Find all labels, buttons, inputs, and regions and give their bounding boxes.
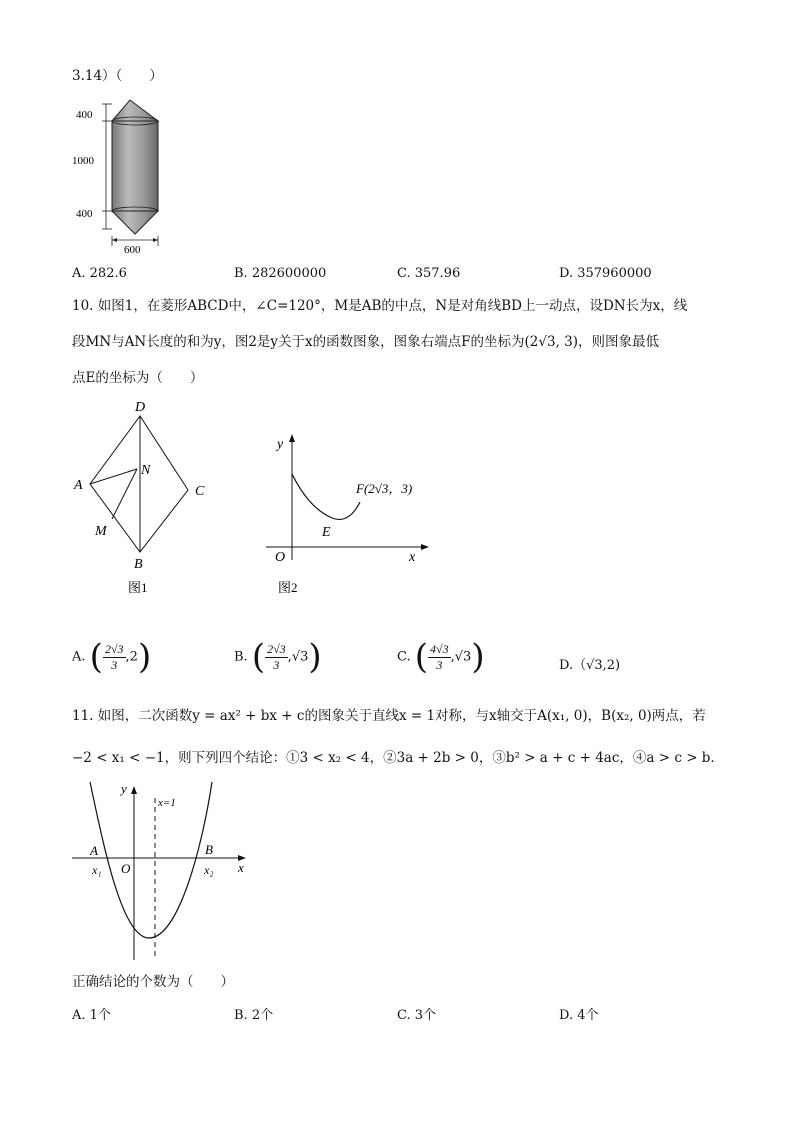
q10-fig2-label-y: y	[277, 437, 284, 452]
q10-fig1-label-c: C	[195, 484, 205, 499]
q10-fig2-label-f: F(2√3，3)	[356, 481, 413, 496]
q10-fig1-label-n: N	[141, 463, 151, 478]
q10-option-c-second: √3	[454, 649, 472, 665]
q10-option-b-den: 3	[273, 657, 280, 672]
q10-option-a-label: A.	[72, 649, 86, 665]
q10-fig2-caption: 图2	[278, 580, 298, 595]
q9-dim-bottom: 400	[76, 208, 93, 220]
q10-option-c-num: 4√3	[430, 641, 449, 656]
q11-fig-label-a: A	[90, 843, 98, 858]
q11-parabola-figure	[66, 778, 256, 968]
q11-fig-label-x1: x₁	[92, 863, 102, 877]
q10-figure1-rhombus	[64, 394, 224, 604]
q10-option-b-label: B.	[234, 649, 248, 665]
q10-fig2-label-x: x	[409, 550, 416, 565]
q9-option-d[interactable]: D. 357960000	[559, 266, 652, 281]
q9-option-b[interactable]: B. 282600000	[234, 266, 327, 281]
q10-option-a-den: 3	[111, 657, 118, 672]
q11-option-a[interactable]: A. 1个	[72, 1008, 111, 1023]
q10-fig1-label-b: B	[134, 557, 143, 572]
q11-fig-label-o: O	[121, 861, 131, 876]
q10-text-line1: 10. 如图1，在菱形ABCD中，∠C=120°，M是AB的中点，N是对角线BD上一动点，设DN长为x，线	[72, 298, 688, 314]
q10-option-c-den: 3	[436, 657, 443, 672]
q10-fig1-label-d: D	[135, 400, 146, 415]
q10-option-d[interactable]: D.（√3,2)	[559, 658, 621, 673]
q10-option-a[interactable]: A. ( $\frac{2√3}{3}$ ,2)	[72, 637, 152, 677]
q9-cylinder-figure	[72, 96, 172, 256]
q11-text-line2: −2 < x₁ < −1，则下列四个结论：①3 < x₂ < 4，②3a + 2b > 0，③b² > a + c + 4ac，④a > c > b．	[72, 750, 724, 766]
q10-option-b-second: √3	[291, 649, 309, 665]
q11-option-d[interactable]: D. 4个	[559, 1008, 599, 1023]
q11-fig-label-x: x	[238, 860, 244, 875]
q10-fig2-label-o: O	[275, 550, 286, 565]
q10-text-line3: 点E的坐标为（ ）	[72, 370, 204, 386]
q9-dim-width: 600	[124, 244, 141, 256]
q9-dim-top: 400	[76, 109, 93, 121]
q11-fig-label-x2: x₂	[204, 863, 214, 877]
q11-option-c[interactable]: C. 3个	[397, 1008, 437, 1023]
q10-option-c[interactable]: C. ( $\frac{4√3}{3}$ ,√3)	[397, 637, 485, 677]
q9-text-tail: 3.14）（ ）	[72, 68, 163, 84]
q9-option-c[interactable]: C. 357.96	[397, 266, 461, 281]
q9-dim-mid: 1000	[72, 155, 94, 167]
q10-option-b[interactable]: B. ( $\frac{2√3}{3}$ ,√3)	[234, 637, 322, 677]
q10-fig1-caption: 图1	[128, 580, 148, 595]
q11-question: 正确结论的个数为（ ）	[72, 974, 234, 990]
q10-option-c-label: C.	[397, 649, 411, 665]
q10-option-b-num: 2√3	[267, 641, 286, 656]
q11-fig-label-axis: x=1	[158, 797, 176, 809]
q9-option-a[interactable]: A. 282.6	[72, 266, 127, 281]
q10-fig1-label-a: A	[74, 478, 83, 493]
q11-fig-label-y: y	[121, 781, 127, 796]
q10-option-a-num: 2√3	[104, 641, 124, 656]
q10-fig2-label-e: E	[322, 525, 331, 540]
q11-text-line1: 11. 如图，二次函数y = ax² + bx + c的图象关于直线x = 1对称，与x轴交于A(x₁, 0)，B(x₂, 0)两点，若	[72, 708, 706, 724]
q10-text-line2: 段MN与AN长度的和为y，图2是y关于x的函数图象，图象右端点F的坐标为(2√3, 3)，则图象最低	[72, 334, 660, 350]
q10-figure2-graph	[258, 430, 438, 600]
q11-option-b[interactable]: B. 2个	[234, 1008, 274, 1023]
q10-option-a-second: 2	[129, 649, 138, 665]
q10-fig1-label-m: M	[95, 524, 107, 539]
q11-fig-label-b: B	[205, 842, 213, 857]
